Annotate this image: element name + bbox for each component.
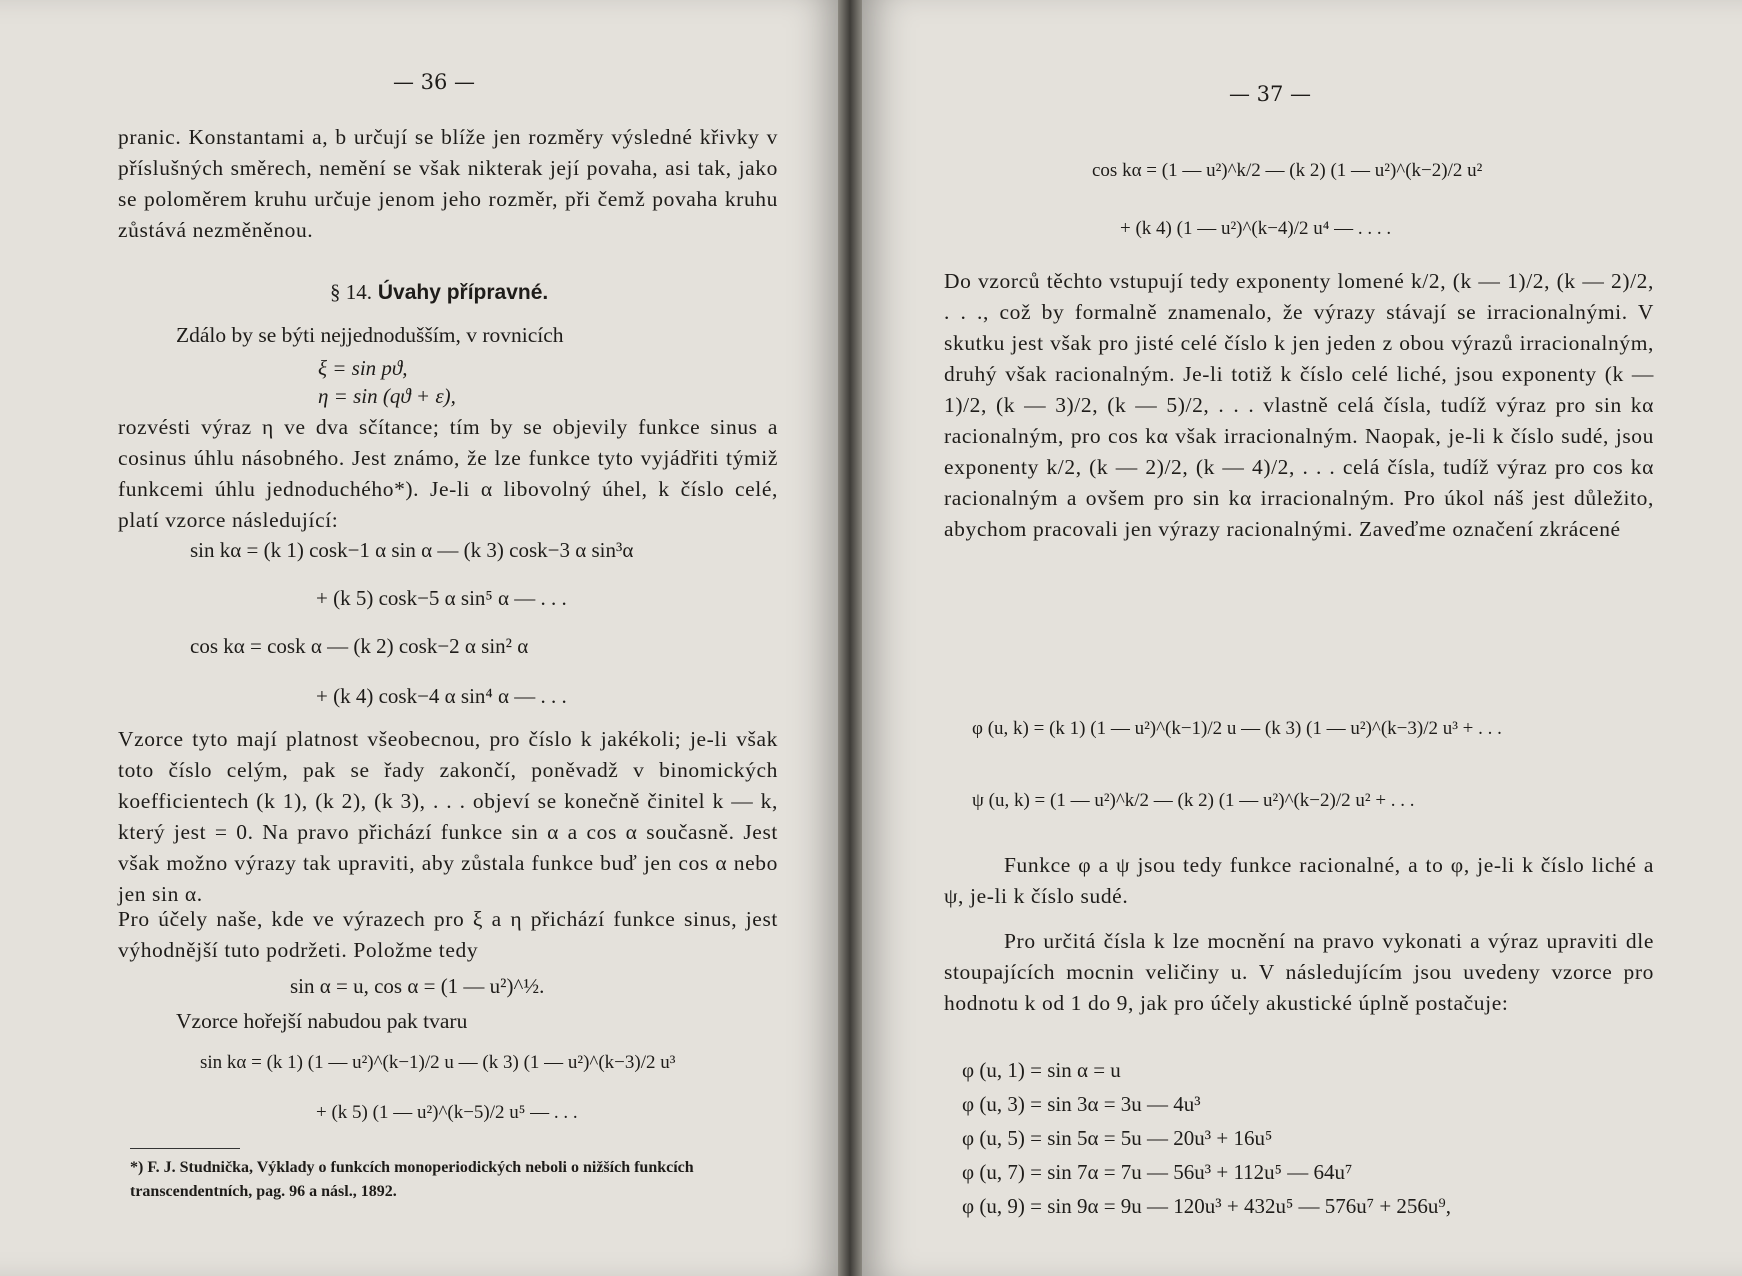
equation-eta-text: η = sin (qϑ + ε), [318, 384, 456, 408]
equation-sin-k-alpha-cont: + (k 5) cosk−5 α sin⁵ α — . . . [316, 586, 567, 610]
equation-eta [318, 384, 456, 409]
formula-row: φ (u, 5) = sin 5α = 5u — 20u³ + 16u⁵ [962, 1126, 1273, 1150]
section-number: § 14. [330, 280, 372, 304]
right-page [862, 0, 1742, 1276]
formula-row: φ (u, 1) = sin α = u [962, 1058, 1121, 1082]
paragraph-exponents: Do vzorců těchto vstupují tedy exponenty lomené k/2, (k — 1)/2, (k — 2)/2, . . ., což by formalně znamenalo, že výrazy stávají se irracionalnými. V skutku jest však pro jisté celé číslo k jen jeden z obou výrazů irracionalným, druhý však racionalným. Je-li totiž k číslo celé liché, jsou exponenty (k — 1)/2, (k — 3)/2, (k — 5)/2, . . . vlastně celá čísla, tudíž výraz pro sin kα racionalným, pro cos kα však irracionalným. Naopak, je-li k číslo sudé, jsou exponenty k/2, (k — 2)/2, (k — 4)/2, . . . celá čísla, tudíž výraz pro cos kα racionalným a ovšem pro sin kα irracionalným. Pro úkol náš jest důležito, abychom pracovali jen výrazy racionalnými. Zaveďme označení zkrácené [944, 269, 1654, 541]
equation-cos-u: cos kα = (1 — u²)^k/2 — (k 2) (1 — u²)^(k−2)/2 u² [1092, 160, 1483, 181]
equation-substitution: sin α = u, cos α = (1 — u²)^½. [290, 974, 545, 998]
section-heading [330, 280, 548, 305]
formula-row: φ (u, 7) = sin 7α = 7u — 56u³ + 112u⁵ — 64u⁷ [962, 1160, 1353, 1184]
equation-sin-u-cont: + (k 5) (1 — u²)^(k−5)/2 u⁵ — . . . [316, 1102, 578, 1123]
equation-cos-k-alpha-cont: + (k 4) cosk−4 α sin⁴ α — . . . [316, 684, 567, 708]
equation-cos-u-cont: + (k 4) (1 — u²)^(k−4)/2 u⁴ — . . . . [1120, 218, 1392, 239]
paragraph-powers: Pro určitá čísla k lze mocnění na pravo vykonati a výraz upraviti dle stoupajících mocnin veličiny u. V následujícím jsou uvedeny vzorce pro hodnotu k od 1 do 9, jak pro účely akustické úplně postačuje: [944, 929, 1654, 1015]
page-number-left: — 36 — [392, 70, 476, 94]
equation-sin-k-alpha: sin kα = (k 1) cosk−1 α sin α — (k 3) cosk−3 α sin³α [190, 538, 634, 562]
equation-xi-text: ξ = sin pϑ, [318, 356, 408, 380]
paragraph-functions: Funkce φ a ψ jsou tedy funkce racionalné, a to φ, je-li k číslo liché a ψ, je-li k číslo sudé. [944, 853, 1654, 908]
left-page [0, 0, 838, 1276]
section-title: Úvahy přípravné. [377, 281, 549, 304]
page-number-right: — 37 — [1228, 82, 1312, 106]
paragraph-3: Vzorce tyto mají platnost všeobecnou, pro číslo k jakékoli; je-li však toto číslo celým, pak se řady zakončí, poněvadž v binomických koefficientech (k 1), (k 2), (k 3), . . . objeví se konečně činitel k — k, který jest = 0. Na pravo přichází funkce sin α a cos α současně. Jest však možno výrazy tak upraviti, aby zůstala funkce buď jen cos α nebo jen sin α. [118, 727, 778, 906]
equation-sin-u: sin kα = (k 1) (1 — u²)^(k−1)/2 u — (k 3) (1 — u²)^(k−3)/2 u³ [200, 1052, 676, 1073]
formula-row: φ (u, 3) = sin 3α = 3u — 4u³ [962, 1092, 1201, 1116]
book-gutter [838, 0, 862, 1276]
equation-xi [318, 356, 407, 381]
equation-cos-k-alpha: cos kα = cosk α — (k 2) cosk−2 α sin² α [190, 634, 529, 658]
footnote: *) F. J. Studnička, Výklady o funkcích monoperiodických neboli o nižších funkcích transcendentních, pag. 96 a násl., 1892. [130, 1159, 694, 1200]
footnote-rule [130, 1148, 240, 1149]
paragraph-2: rozvésti výraz η ve dva sčítance; tím by se objevily funkce sinus a cosinus úhlu násobného. Jest známo, že lze funkce tyto vyjádřiti týmiž funkcemi úhlu jednoduchého*). Je-li α libovolný úhel, k číslo celé, platí vzorce následující: [118, 415, 778, 532]
intro-paragraph: pranic. Konstantami a, b určují se blíže jen rozměry výsledné křivky v příslušných směrech, nemění se však nikterak její povaha, asi tak, jako se poloměrem kruhu určuje jenom jeho rozměr, při čemž povaha kruhu zůstává nezměněnou. [118, 125, 778, 242]
equation-psi: ψ (u, k) = (1 — u²)^k/2 — (k 2) (1 — u²)^(k−2)/2 u² + . . . [972, 790, 1415, 811]
paragraph-1: Zdálo by se býti nejjednodušším, v rovnicích [176, 323, 564, 347]
formula-row: φ (u, 9) = sin 9α = 9u — 120u³ + 432u⁵ — 576u⁷ + 256u⁹, [962, 1194, 1451, 1218]
equation-phi: φ (u, k) = (k 1) (1 — u²)^(k−1)/2 u — (k 3) (1 — u²)^(k−3)/2 u³ + . . . [972, 718, 1502, 739]
paragraph-5: Vzorce hořejší nabudou pak tvaru [176, 1009, 468, 1033]
paragraph-4: Pro účely naše, kde ve výrazech pro ξ a η přichází funkce sinus, jest výhodnější tuto podržeti. Položme tedy [118, 907, 778, 962]
